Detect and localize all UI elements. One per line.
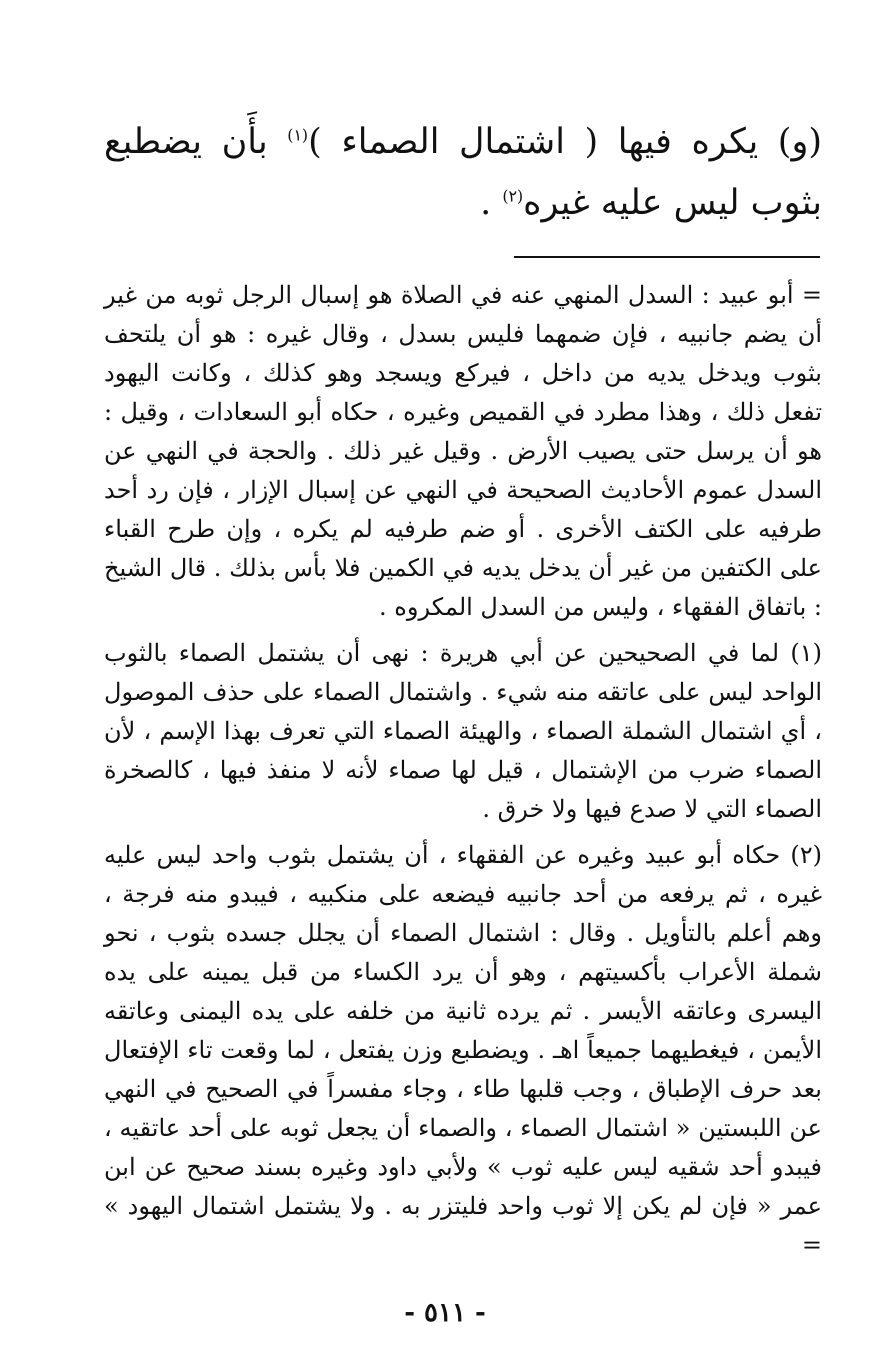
main-text-part-1: (و) يكره فيها ( اشتمال الصماء ) bbox=[308, 122, 822, 162]
footnote-continuation: = أبو عبيد : السدل المنهي عنه في الصلاة هو إسبال الرجل ثوبه من غير أن يضم جانبيه ، فإن ضمهما فليس بسدل ، وقال غيره : هو أن يلتحف بثوب ويدخل يديه من داخل ، فيركع ويسجد وهو كذلك ، وكانت اليهود تفعل ذلك ، وهذا مطرد في القميص وغيره ، حكاه أبو السعادات ، وقيل : هو أن يرسل حتى يصيب الأرض . وقيل غير ذلك . والحجة في النهي عن السدل عموم الأحاديث الصحيحة في النهي عن إسبال الإزار ، فإن رد أحد طرفيه على الكتف الأخرى . أو ضم طرفيه لم يكره ، وإن طرح القباء على الكتفين من غير أن يدخل يديه في الكمين فلا بأس بذلك . قال الشيخ : باتفاق الفقهاء ، وليس من السدل المكروه . bbox=[104, 281, 822, 621]
page-number: - ٥١١ - bbox=[404, 1298, 486, 1328]
footnote-ref-1: (١) bbox=[287, 125, 309, 145]
footnote-2: (٢) حكاه أبو عبيد وغيره عن الفقهاء ، أن يشتمل بثوب واحد ليس عليه غيره ، ثم يرفعه من أحد جانبيه فيضعه على منكبيه ، فيبدو منه فرجة ، وهم أعلم بالتأويل . وقال : اشتمال الصماء أن يجلل جسده بثوب ، نحو شملة الأعراب بأكسيتهم ، وهو أن يرد الكساء من قبل يمينه على يده اليسرى وعاتقه الأيسر . ثم يرده ثانية من خلفه على يده اليمنى وعاتقه الأيمن ، فيغطيهما جميعاً اهـ . ويضطبع وزن يفتعل ، لما وقعت تاء الإفتعال بعد حرف الإطباق ، وجب قلبها طاء ، وجاء مفسراً في الصحيح في النهي عن اللبستين « اشتمال الصماء ، والصماء أن يجعل ثوبه على أحد عاتقيه ، فيبدو أحد شقيه ليس عليه ثوب » ولأبي داود وغيره بسند صحيح عن ابن عمر « فإن لم يكن إلا ثوب واحد فليتزر به . ولا يشتمل اشتمال اليهود » = bbox=[104, 841, 822, 1259]
main-text-end: . bbox=[480, 183, 503, 223]
footnote-1: (١) لما في الصحيحين عن أبي هريرة : نهى أن يشتمل الصماء بالثوب الواحد ليس على عاتقه منه شيء . واشتمال الصماء على حذف الموصول ، أي اشتمال الشملة الصماء ، والهيئة الصماء التي تعرف بهذا الإسم ، لأن الصماء ضرب من الإشتمال ، قيل لها صماء لأنه لا منفذ فيها ، كالصخرة الصماء التي لا صدع فيها ولا خرق . bbox=[104, 639, 822, 823]
main-text bbox=[104, 112, 822, 234]
main-text-part-2: بأَن يضطبع بثوب ليس عليه غيره bbox=[104, 122, 822, 223]
footnote-separator bbox=[514, 256, 820, 258]
footnote-ref-2: (٢) bbox=[502, 186, 524, 206]
footnotes bbox=[104, 276, 822, 1272]
